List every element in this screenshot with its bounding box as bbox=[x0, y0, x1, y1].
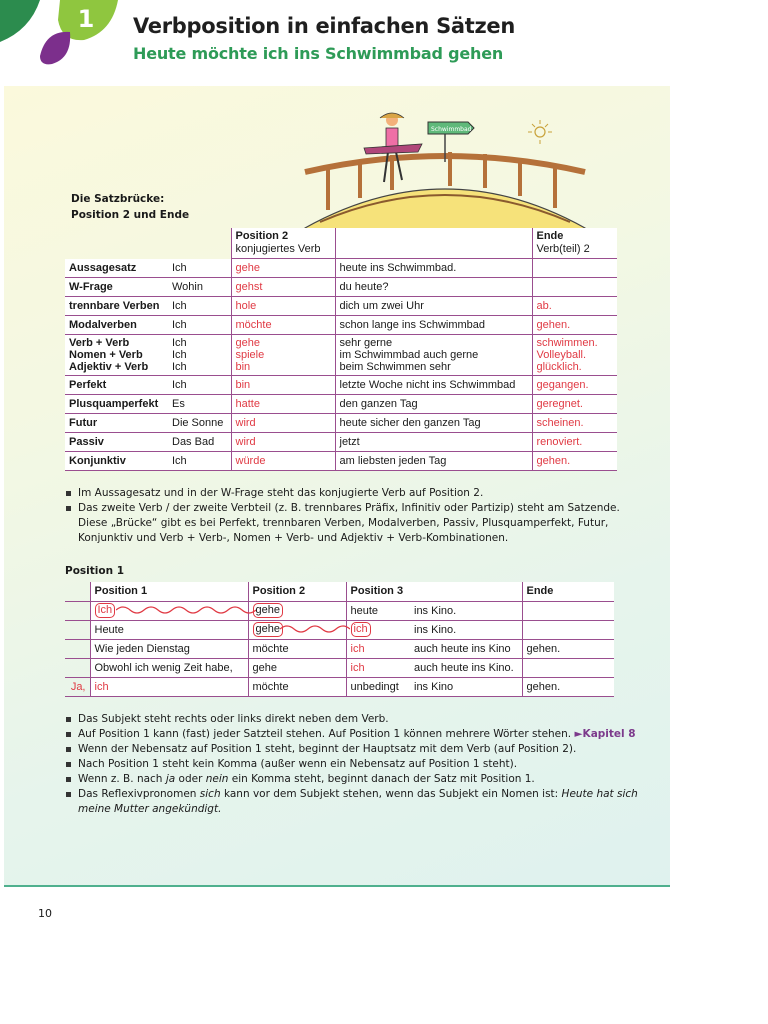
circled-verb: gehe bbox=[253, 622, 283, 637]
table-row: trennbare Verben Ich hole dich um zwei Uhr ab. bbox=[65, 297, 617, 316]
chapter-link[interactable]: ►Kapitel 8 bbox=[574, 728, 636, 740]
caption-line-2: Position 2 und Ende bbox=[71, 209, 190, 221]
page-subtitle: Heute möchte ich ins Schwimmbad gehen bbox=[133, 44, 504, 63]
wavy-connector bbox=[280, 623, 350, 635]
table-row: Konjunktiv Ich würde am liebsten jeden Tag gehen. bbox=[65, 452, 617, 471]
note-item: Im Aussagesatz und in der W-Frage steht das konjugierte Verb auf Position 2. bbox=[66, 486, 626, 501]
note-item: Wenn z. B. nach ja oder nein ein Komma steht, beginnt danach der Satz mit Position 1. bbox=[66, 772, 646, 787]
caption-line-1: Die Satzbrücke: bbox=[71, 193, 165, 205]
note-item: Wenn der Nebensatz auf Position 1 steht, beginnt der Hauptsatz mit dem Verb (auf Position 2). bbox=[66, 742, 646, 757]
sign-text: Schwimmbad bbox=[431, 126, 472, 133]
table-header-row bbox=[65, 228, 617, 259]
chapter-number: 1 bbox=[77, 5, 95, 33]
circled-subject: ich bbox=[351, 622, 371, 637]
note-item: Auf Position 1 kann (fast) jeder Satzteil stehen. Auf Position 1 können mehrere Wörter stehen. ►Kapitel 8 bbox=[66, 727, 646, 742]
table-header-row: Position 1 Position 2 Position 3 Ende bbox=[65, 582, 614, 601]
table-row: Ja, ich möchte unbedingt ins Kino gehen. bbox=[65, 677, 614, 696]
table-row: Ich gehe heute ins Kino. bbox=[65, 601, 614, 620]
section-heading-position-1: Position 1 bbox=[65, 565, 125, 577]
note-item: Nach Position 1 steht kein Komma (außer wenn ein Nebensatz auf Position 1 steht). bbox=[66, 757, 646, 772]
circled-subject: Ich bbox=[95, 603, 116, 618]
table-row: Plusquamperfekt Es hatte den ganzen Tag geregnet. bbox=[65, 395, 617, 414]
table-row: Wie jeden Dienstag möchte ich auch heute ins Kino gehen. bbox=[65, 639, 614, 658]
table-row: Perfekt Ich bin letzte Woche nicht ins Schwimmbad gegangen. bbox=[65, 376, 617, 395]
header-position-2: Position 2 konjugiertes Verb bbox=[231, 228, 335, 259]
circled-verb: gehe bbox=[253, 603, 283, 618]
page-number: 10 bbox=[38, 907, 52, 920]
table-row: W-Frage Wohin gehst du heute? bbox=[65, 278, 617, 297]
wavy-connector bbox=[116, 604, 256, 616]
table-row: Passiv Das Bad wird jetzt renoviert. bbox=[65, 433, 617, 452]
table-row: Modalverben Ich möchte schon lange ins Schwimmbad gehen. bbox=[65, 316, 617, 335]
table-row: Futur Die Sonne wird heute sicher den ganzen Tag scheinen. bbox=[65, 414, 617, 433]
bridge-illustration bbox=[300, 110, 590, 230]
notes-list-1 bbox=[66, 486, 626, 546]
table-row: Heute gehe ich ins Kino. bbox=[65, 620, 614, 639]
table-row: Obwohl ich wenig Zeit habe, gehe ich auch heute ins Kino. bbox=[65, 658, 614, 677]
page-title: Verbposition in einfachen Sätzen bbox=[133, 14, 516, 38]
note-item: Das Subjekt steht rechts oder links direkt neben dem Verb. bbox=[66, 712, 646, 727]
header-end: Ende Verb(teil) 2 bbox=[532, 228, 617, 259]
notes-list-2 bbox=[66, 712, 646, 817]
position-1-table bbox=[65, 582, 614, 697]
note-item: Das Reflexivpronomen sich kann vor dem Subjekt stehen, wenn das Subjekt ein Nomen ist: Heute hat sich meine Mutter angekündigt. bbox=[66, 787, 646, 817]
table-caption bbox=[71, 191, 189, 223]
sentence-bridge-table bbox=[65, 228, 617, 471]
table-row: Aussagesatz Ich gehe heute ins Schwimmbad. bbox=[65, 259, 617, 278]
table-row-combinations: Verb + Verb Nomen + Verb Adjektiv + Verb Ich Ich Ich gehe spiele bin sehr gerne im Schwimmbad auch gerne beim Schwimmen sehr schwimmen. Volleyball. glücklich. bbox=[65, 335, 617, 376]
panel-bottom-rule bbox=[4, 885, 670, 887]
note-item: Das zweite Verb / der zweite Verbteil (z. B. trennbares Präfix, Infinitiv oder Partizip) steht am Satzende. Diese „Brücke“ gibt es bei Perfekt, trennbaren Verben, Modalverben, Passiv, Plusquamperfekt, Futur, Konjunktiv und Verb + Verb-, Nomen + Verb- und Adjektiv + Verb-Kombinationen. bbox=[66, 501, 626, 546]
